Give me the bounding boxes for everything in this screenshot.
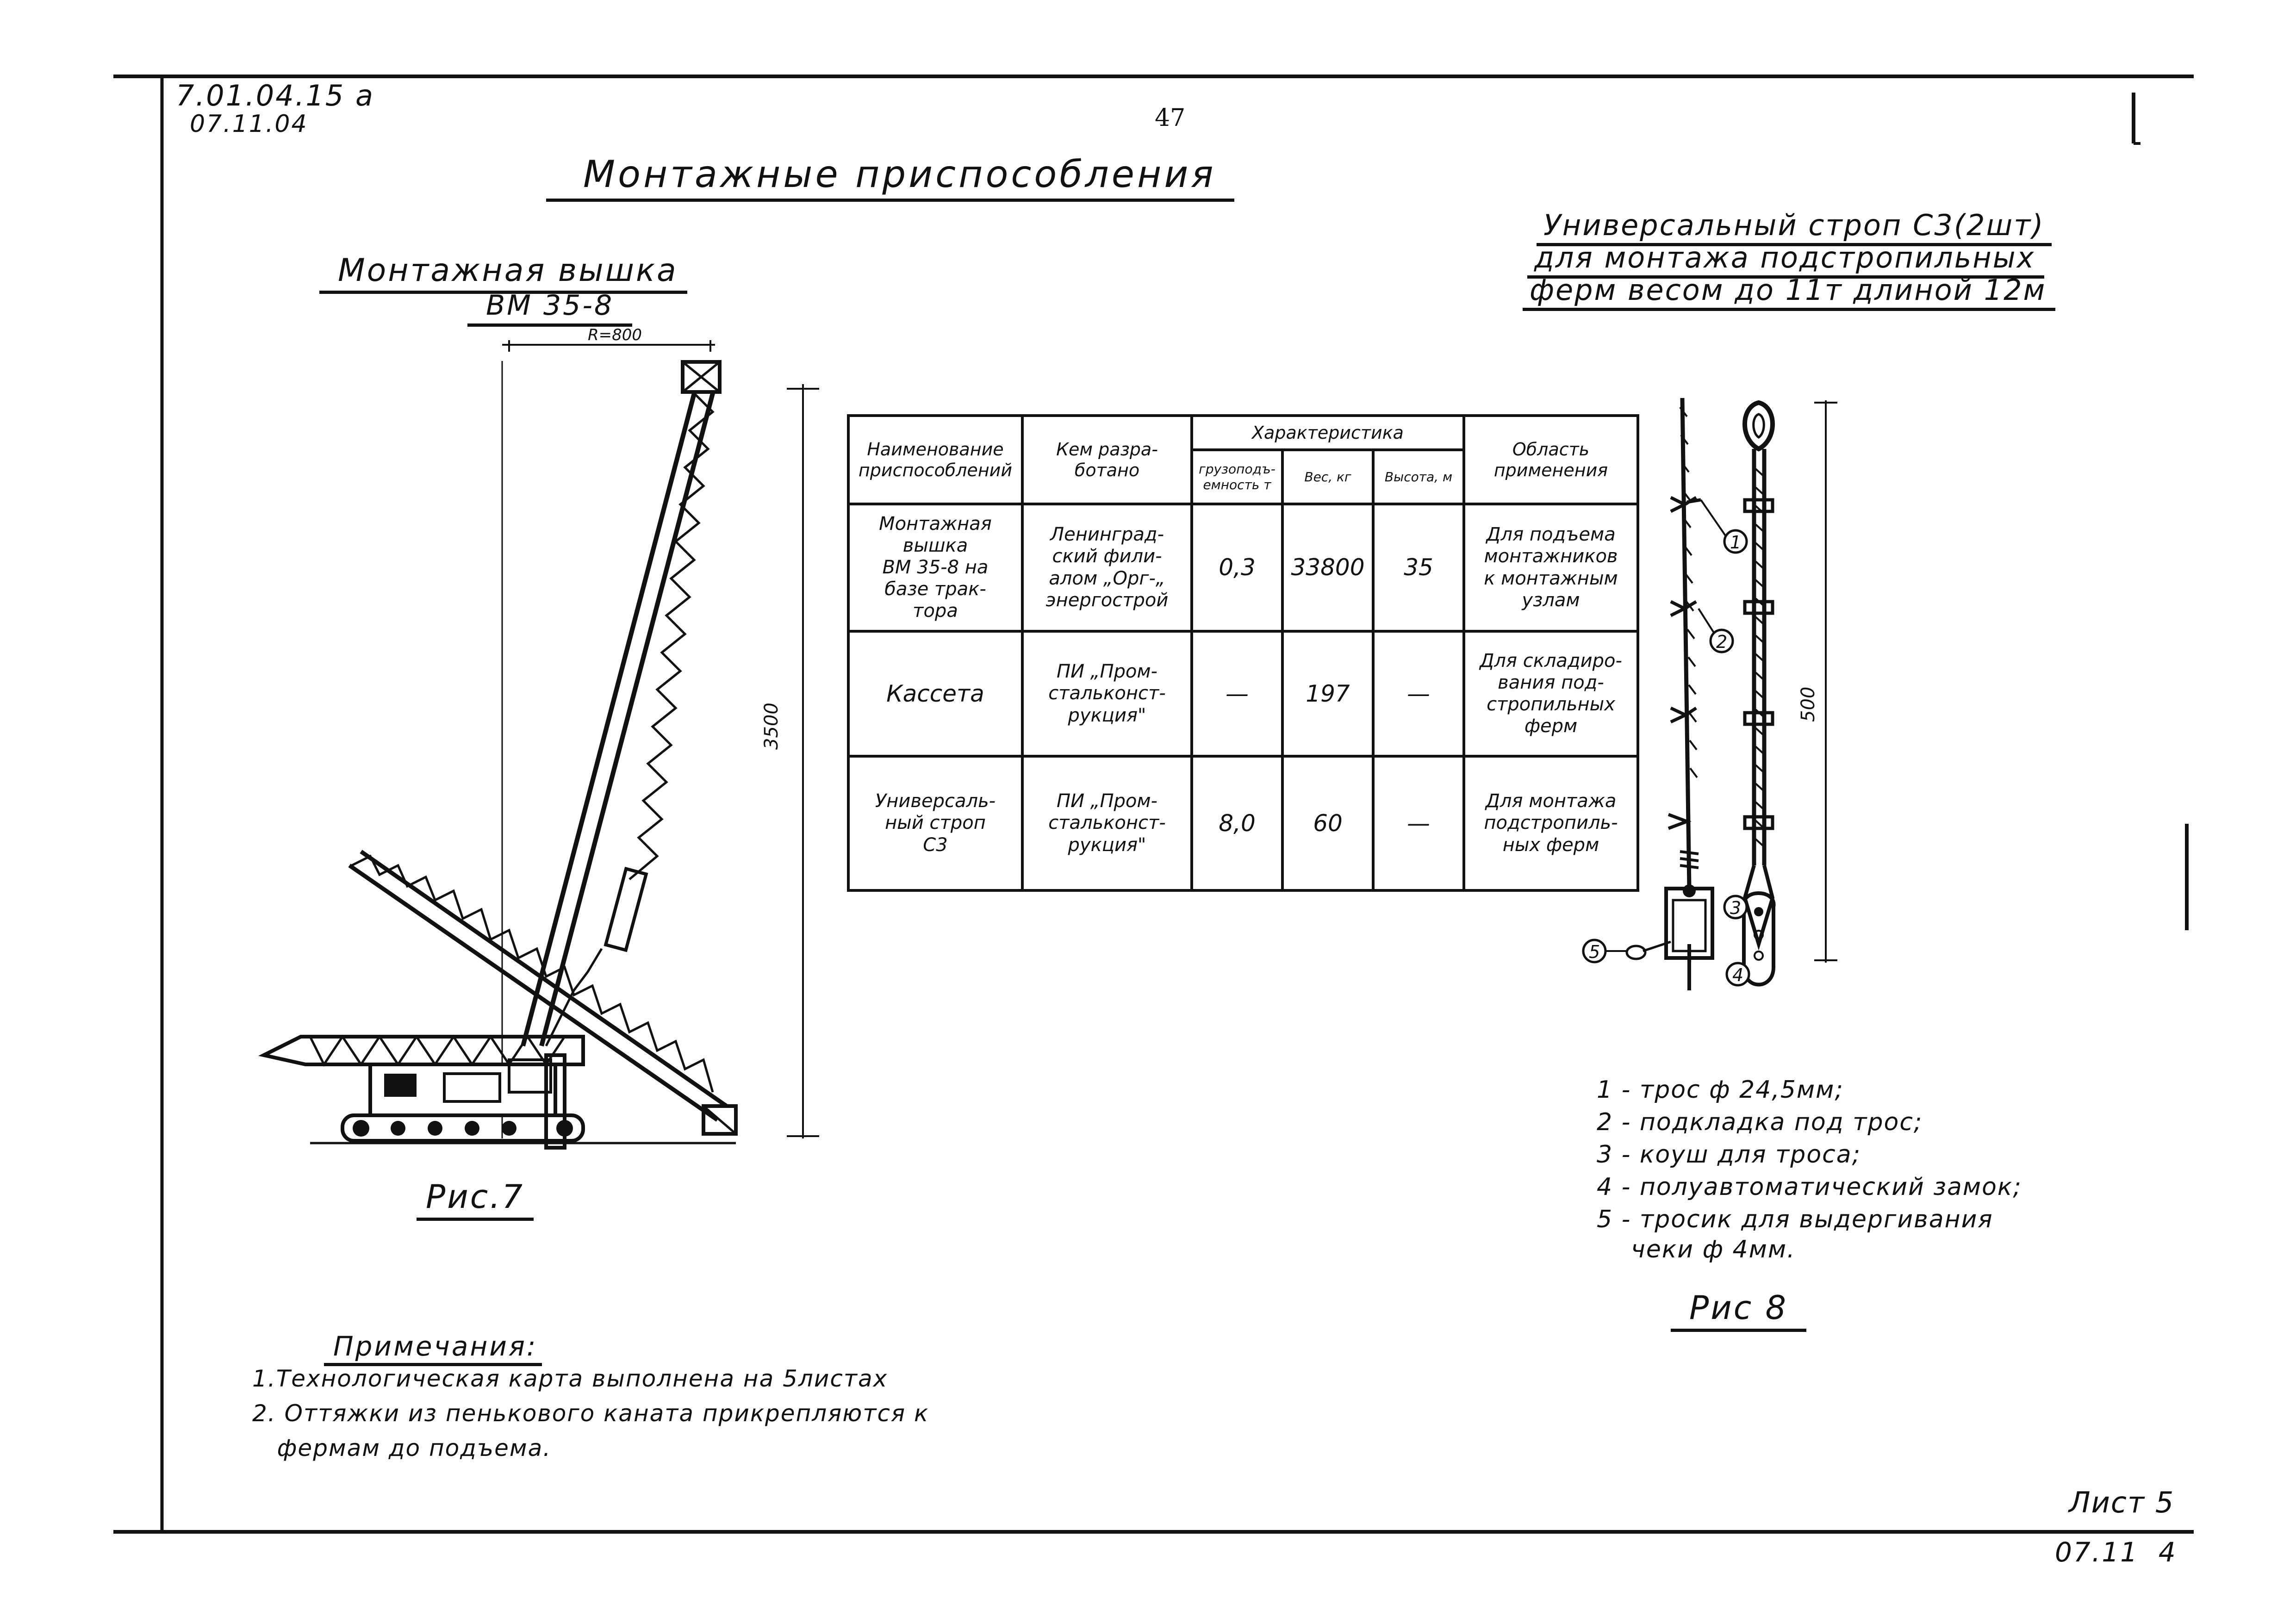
callout-1: 1 bbox=[1730, 532, 1742, 553]
header-weight: Вес, кг bbox=[1282, 450, 1373, 504]
sling-title-line3: ферм весом до 11т длиной 12м bbox=[1523, 273, 2055, 311]
tower-model: ВМ 35-8 bbox=[467, 289, 632, 327]
legend-item-3: 3 - коуш для троса; bbox=[1597, 1141, 1861, 1169]
header-name: Наименование приспособлений bbox=[848, 416, 1022, 504]
cell-name: Монтажная вышка ВМ 35-8 на базе трак- тора bbox=[848, 504, 1022, 631]
dim-sling-length: 500 bbox=[1798, 686, 1819, 722]
callout-4: 4 bbox=[1732, 965, 1744, 985]
table-row bbox=[848, 504, 1638, 631]
doc-code: 7.01.04.15 а bbox=[176, 79, 374, 112]
legend-item-2: 2 - подкладка под трос; bbox=[1597, 1108, 1923, 1136]
mobile-tower-drawing bbox=[250, 324, 852, 1180]
figure-8-caption: Рис 8 bbox=[1671, 1289, 1806, 1332]
callout-3: 3 bbox=[1730, 898, 1742, 918]
cell-application: Для складиро- вания под- стропильных ферм bbox=[1464, 631, 1638, 756]
table-row bbox=[848, 756, 1638, 890]
cell-capacity: — bbox=[1192, 631, 1282, 756]
legend-item-6: чеки ф 4мм. bbox=[1597, 1236, 1796, 1263]
cell-height: — bbox=[1373, 756, 1464, 890]
header-characteristics: Характеристика bbox=[1192, 416, 1464, 450]
header-height: Высота, м bbox=[1373, 450, 1464, 504]
note-3: фермам до подъема. bbox=[252, 1435, 552, 1461]
equipment-specs-table bbox=[847, 414, 1639, 892]
stamp-date: 07.11 4 bbox=[2055, 1536, 2177, 1568]
cell-name: Кассета bbox=[848, 631, 1022, 756]
doc-date: 07.11.04 bbox=[190, 110, 308, 138]
cell-height: 35 bbox=[1373, 504, 1464, 631]
header-capacity: грузоподъ-емность т bbox=[1192, 450, 1282, 504]
sling-title-line1: Универсальный строп С3(2шт) bbox=[1537, 208, 2052, 246]
cell-name: Универсаль- ный строп С3 bbox=[848, 756, 1022, 890]
sheet-label: Лист 5 bbox=[2069, 1486, 2175, 1519]
note-2: 2. Оттяжки из пенькового каната прикрепляются к bbox=[252, 1400, 929, 1427]
cell-capacity: 8,0 bbox=[1192, 756, 1282, 890]
legend-item-1: 1 - трос ф 24,5мм; bbox=[1597, 1076, 1844, 1104]
cell-weight: 33800 bbox=[1282, 504, 1373, 631]
legend-item-4: 4 - полуавтоматический замок; bbox=[1597, 1173, 2022, 1201]
header-developer: Кем разра- ботано bbox=[1022, 416, 1192, 504]
cell-capacity: 0,3 bbox=[1192, 504, 1282, 631]
cell-developer: ПИ „Пром- стальконст- рукция" bbox=[1022, 631, 1192, 756]
table-row bbox=[848, 631, 1638, 756]
cell-developer: ПИ „Пром- стальконст- рукция" bbox=[1022, 756, 1192, 890]
callout-5: 5 bbox=[1589, 942, 1600, 962]
callout-2: 2 bbox=[1716, 632, 1728, 652]
tower-title: Монтажная вышка bbox=[319, 252, 687, 294]
cell-application: Для подъема монтажников к монтажным узлам bbox=[1464, 504, 1638, 631]
figure-7-caption: Рис.7 bbox=[417, 1178, 534, 1221]
cell-developer: Ленинград- ский фили- алом „Орг-„ энергострой bbox=[1022, 504, 1192, 631]
notes-title: Примечания: bbox=[324, 1331, 542, 1366]
page-number: 47 bbox=[1155, 104, 1186, 132]
dim-radius-label: R=800 bbox=[588, 326, 642, 344]
sling-title-line2: для монтажа подстропильных bbox=[1527, 241, 2044, 279]
cell-height: — bbox=[1373, 631, 1464, 756]
header-application: Область применения bbox=[1464, 416, 1638, 504]
legend-item-5: 5 - тросик для выдергивания bbox=[1597, 1206, 1993, 1233]
cell-weight: 60 bbox=[1282, 756, 1373, 890]
cell-application: Для монтажа подстропиль- ных ферм bbox=[1464, 756, 1638, 890]
dim-height-label: 3500 bbox=[761, 703, 782, 750]
page-title: Монтажные приспособления bbox=[546, 153, 1234, 202]
cell-weight: 197 bbox=[1282, 631, 1373, 756]
note-1: 1.Технологическая карта выполнена на 5листах bbox=[252, 1365, 888, 1392]
